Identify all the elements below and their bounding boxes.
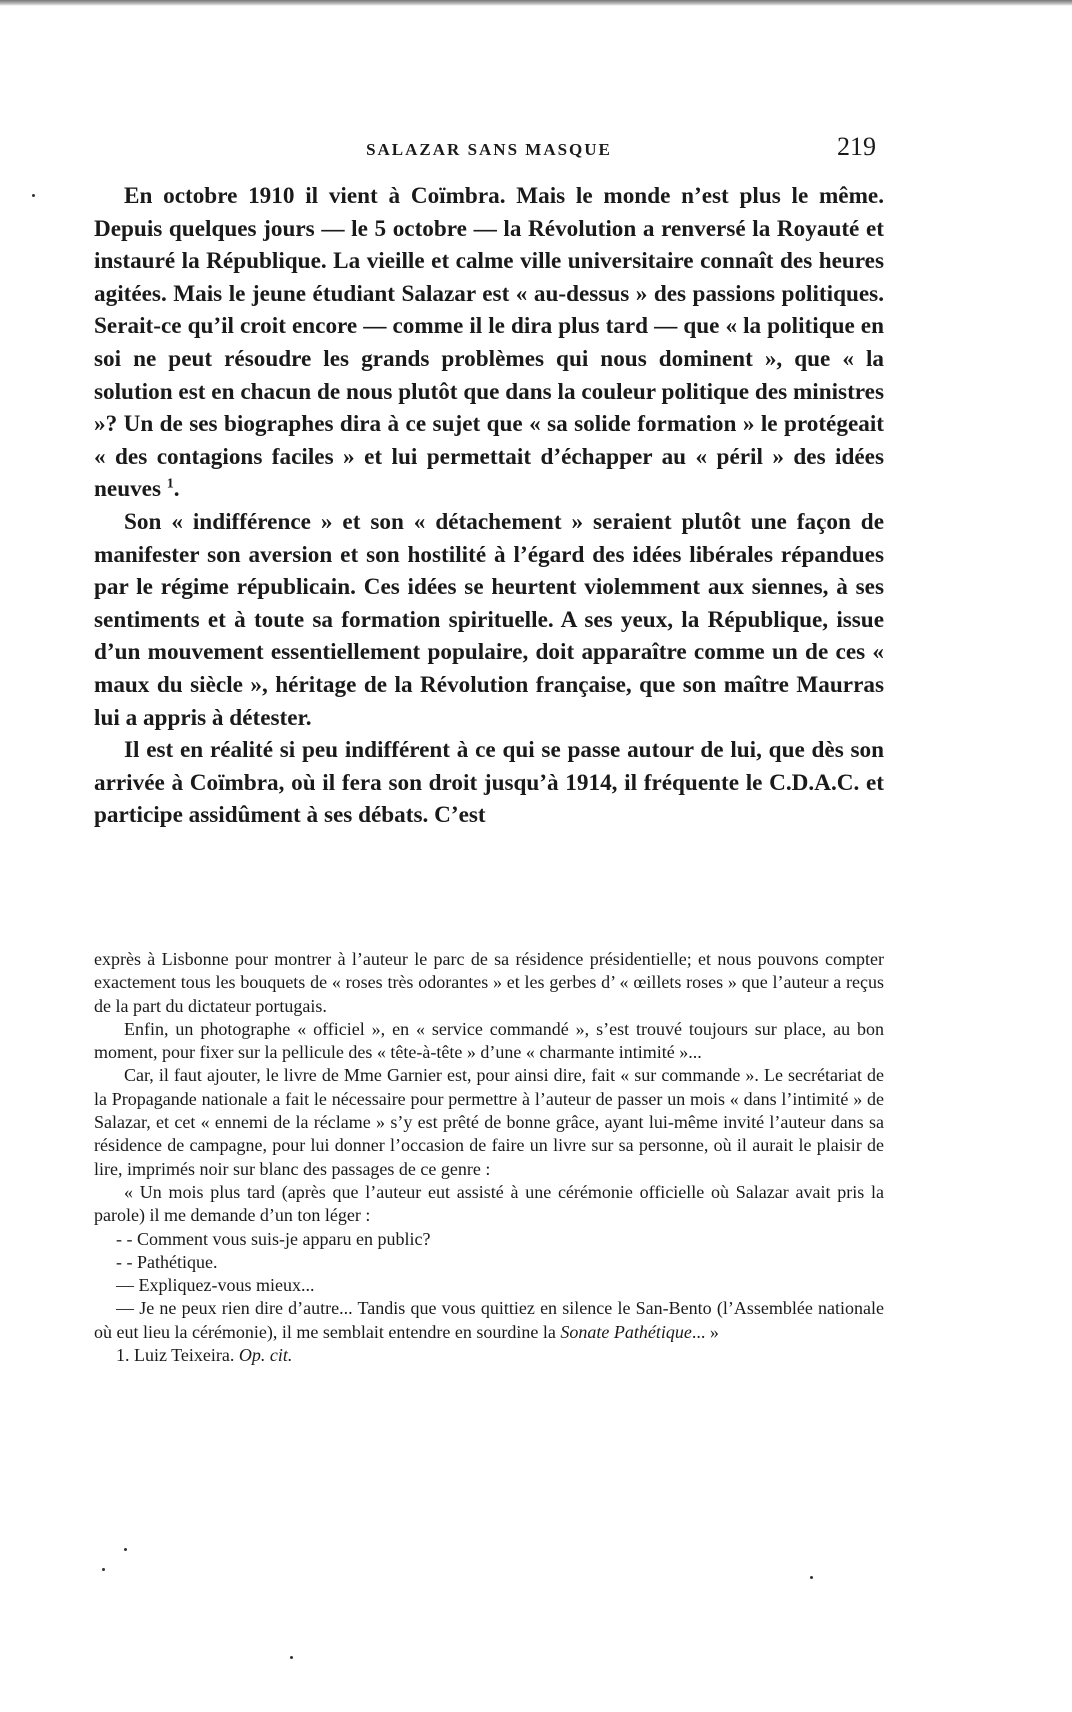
main-text [94, 180, 884, 832]
scan-edge [0, 0, 1072, 6]
note-quote: « Un mois plus tard (après que l’auteur eut assisté à une cérémonie officielle où Salazar avait pris la parole) il me demande d’un ton léger : [94, 1181, 884, 1226]
scan-speck [102, 1568, 105, 1571]
sonata-title: Sonate Pathétique [560, 1321, 692, 1342]
scan-speck [290, 1656, 293, 1659]
scan-speck [32, 194, 35, 197]
scan-speck [810, 1576, 813, 1579]
dialogue-text: — Je ne peux rien dire d’autre... Tandis que vous quittiez en silence le San-Bento (l’Assemblée nationale où eut lieu la cérémonie), il me semblait entendre en sourdine la [94, 1298, 884, 1342]
note-paragraph: Enfin, un photographe « officiel », en « service commandé », s’est trouvé toujours sur place, au bon moment, pour fixer sur la pellicule des « tête-à-tête » d’une « charmante intimité »... [94, 1018, 884, 1063]
paragraph-1 [94, 180, 884, 506]
scan-speck [124, 1548, 127, 1551]
paragraph-2: Son « indifférence » et son « détachement » seraient plutôt une façon de manifester son aversion et son hostilité à l’égard des idées libérales répandues par le régime républicain. Ces idées se heurtent violemment aux siennes, à ses sentiments et à toute sa formation spirituelle. A ses yeux, la République, issue d’un mouvement essentiellement populaire, doit apparaître comme un de ces « maux du siècle », héritage de la Révolution française, que son maître Maurras lui a appris à détester. [94, 508, 884, 731]
dialogue-line [94, 1297, 884, 1344]
footnote-reference-punct: . [173, 476, 180, 503]
notes-section [94, 948, 884, 1367]
running-head: SALAZAR SANS MASQUE [366, 140, 612, 159]
footnote-reference: 1 [166, 476, 174, 492]
dialogue-line: - - Comment vous suis-je apparu en public? [116, 1228, 431, 1249]
paragraph-1-text: En octobre 1910 il vient à Coïmbra. Mais le monde n’est plus le même. Depuis quelques jours — le 5 octobre — la Révolution a renversé la Royauté et instauré la République. La vieille et calme ville universitaire connaît des heures agitées. Mais le jeune étudiant Salazar est « au-dessus » des passions politiques. Serait-ce qu’il croit encore — comme il le dira plus tard — que « la politique en soi ne peut résoudre les grands problèmes qui nous dominent », que « la solution est en chacun de nous plutôt que dans la couleur politique des ministres »? Un de ses biographes dira à ce sujet que « sa solide formation » le protégeait « des contagions faciles » et lui permettait d’échapper au « péril » des idées neuves [94, 183, 884, 503]
footnote [94, 1344, 884, 1367]
footnote-citation: Op. cit. [238, 1345, 293, 1366]
page-header [94, 132, 884, 168]
footnote-number: 1. [116, 1345, 130, 1366]
note-continuation: exprès à Lisbonne pour montrer à l’auteur le parc de sa résidence présidentielle; et nous pouvons compter exactement tous les bouquets de « roses très odorantes » et les gerbes d’ « œillets roses » que l’auteur a reçus de la part du dictateur portugais. [94, 949, 884, 1016]
page-number: 219 [837, 132, 876, 161]
dialogue-text-end: ... » [691, 1321, 719, 1342]
note-paragraph: Car, il faut ajouter, le livre de Mme Garnier est, pour ainsi dire, fait « sur commande ». Le secrétariat de la Propagande nationale a fait le nécessaire pour permettre à l’auteur de passer un mois « dans l’intimité » de Salazar, et cet « ennemi de la réclame » s’y est prêté de bonne grâce, ayant lui-même invité l’auteur dans sa résidence de campagne, pour lui donner l’occasion de faire un livre sur sa personne, où il aurait le plaisir de lire, imprimés noir sur blanc des passages de ce genre : [94, 1065, 884, 1179]
paragraph-3: Il est en réalité si peu indifférent à ce qui se passe autour de lui, que dès son arrivée à Coïmbra, où il fera son droit jusqu’à 1914, il fréquente le C.D.A.C. et participe assidûment à ses débats. C’est [94, 737, 884, 829]
footnote-author: Luiz Teixeira. [134, 1345, 235, 1366]
dialogue-line: - - Pathétique. [116, 1251, 218, 1272]
dialogue-line: — Expliquez-vous mieux... [116, 1275, 315, 1296]
